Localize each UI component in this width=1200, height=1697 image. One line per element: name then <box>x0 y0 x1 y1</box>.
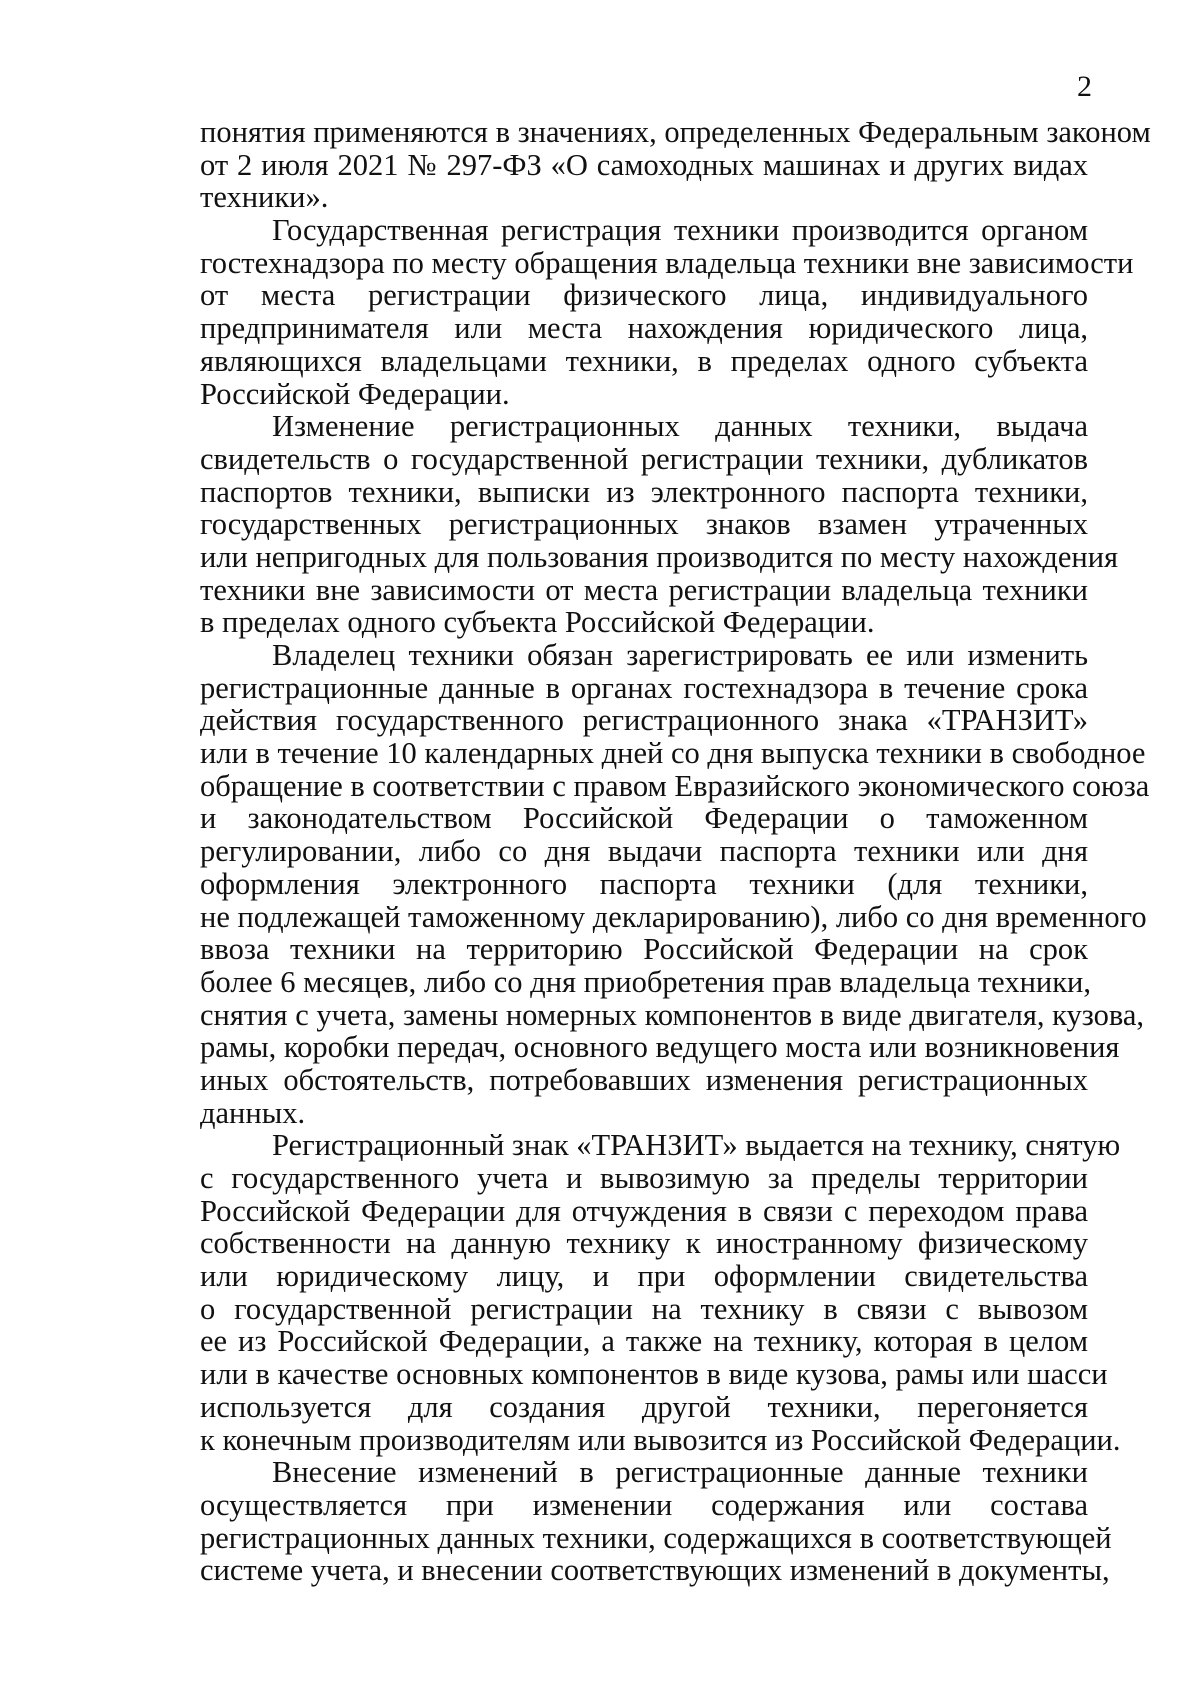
text-line: собственности на данную технику к иностранному физическому <box>200 1226 1088 1261</box>
text-line: оформления электронного паспорта техники (для техники, <box>200 866 1088 901</box>
page-number: 2 <box>1077 70 1092 103</box>
document-body <box>200 115 1151 1588</box>
paragraph <box>200 1455 1112 1588</box>
paragraph <box>200 638 1150 1130</box>
text-line: Регистрационный знак «ТРАНЗИТ» выдается на технику, снятую <box>272 1128 1121 1163</box>
text-line: к конечным производителям или вывозится из Российской Федерации. <box>200 1422 1121 1457</box>
text-line: Российской Федерации для отчуждения в связи с переходом права <box>200 1193 1088 1228</box>
text-line: от 2 июля 2021 № 297-ФЗ «О самоходных машинах и других видах <box>200 147 1088 182</box>
text-line: гостехнадзора по месту обращения владельца техники вне зависимости <box>200 245 1134 280</box>
text-line: и законодательством Российской Федерации о таможенном <box>200 801 1088 836</box>
text-line: иных обстоятельств, потребовавших изменения регистрационных <box>200 1062 1088 1097</box>
text-line: техники». <box>200 180 329 215</box>
text-line: ввоза техники на территорию Российской Федерации на срок <box>200 932 1088 967</box>
text-line: регистрационные данные в органах гостехнадзора в течение срока <box>200 670 1088 705</box>
text-line: предпринимателя или места нахождения юридического лица, <box>200 311 1088 346</box>
text-line: в пределах одного субъекта Российской Федерации. <box>200 605 875 640</box>
text-line: Владелец техники обязан зарегистрировать ее или изменить <box>272 638 1088 672</box>
text-line: регулировании, либо со дня выдачи паспорта техники или дня <box>200 834 1088 869</box>
text-line: снятия с учета, замены номерных компонентов в виде двигателя, кузова, <box>200 997 1145 1032</box>
text-line: или юридическому лицу, и при оформлении свидетельства <box>200 1259 1088 1294</box>
text-line: используется для создания другой техники, перегоняется <box>200 1389 1088 1424</box>
text-line: понятия применяются в значениях, определенных Федеральным законом <box>200 115 1151 149</box>
text-line: Изменение регистрационных данных техники, выдача <box>272 409 1088 444</box>
text-line: системе учета, и внесении соответствующих изменений в документы, <box>200 1553 1110 1588</box>
text-line: от места регистрации физического лица, индивидуального <box>200 278 1088 313</box>
text-line: или в качестве основных компонентов в виде кузова, рамы или шасси <box>200 1357 1108 1392</box>
text-line: техники вне зависимости от места регистрации владельца техники <box>200 572 1088 607</box>
text-line: рамы, коробки передач, основного ведущего моста или возникновения <box>200 1030 1120 1065</box>
text-line: с государственного учета и вывозимую за пределы территории <box>200 1161 1088 1195</box>
text-line: о государственной регистрации на технику в связи с вывозом <box>200 1291 1088 1326</box>
text-line: паспортов техники, выписки из электронного паспорта техники, <box>200 474 1088 509</box>
text-line: осуществляется при изменении содержания или состава <box>200 1487 1088 1522</box>
text-line: государственных регистрационных знаков взамен утраченных <box>200 507 1088 542</box>
paragraph <box>200 213 1134 411</box>
paragraph <box>200 115 1151 215</box>
paragraph <box>200 409 1119 640</box>
text-line: регистрационных данных техники, содержащихся в соответствующей <box>200 1520 1112 1555</box>
text-line: более 6 месяцев, либо со дня приобретения прав владельца техники, <box>200 964 1091 999</box>
text-line: Государственная регистрация техники производится органом <box>272 213 1088 248</box>
text-line: свидетельств о государственной регистрации техники, дубликатов <box>200 441 1088 476</box>
text-line: Внесение изменений в регистрационные данные техники <box>272 1455 1088 1490</box>
text-line: не подлежащей таможенному декларированию), либо со дня временного <box>200 899 1147 934</box>
text-line: обращение в соответствии с правом Евразийского экономического союза <box>200 768 1150 803</box>
text-line: Российской Федерации. <box>200 376 510 411</box>
text-line: ее из Российской Федерации, а также на технику, которая в целом <box>200 1324 1088 1359</box>
text-line: являющихся владельцами техники, в пределах одного субъекта <box>200 343 1088 378</box>
paragraph <box>200 1128 1121 1457</box>
text-line: или непригодных для пользования производится по месту нахождения <box>200 539 1119 574</box>
text-line: или в течение 10 календарных дней со дня выпуска техники в свободное <box>200 736 1146 771</box>
text-line: данных. <box>200 1095 306 1130</box>
text-line: действия государственного регистрационного знака «ТРАНЗИТ» <box>200 703 1088 738</box>
